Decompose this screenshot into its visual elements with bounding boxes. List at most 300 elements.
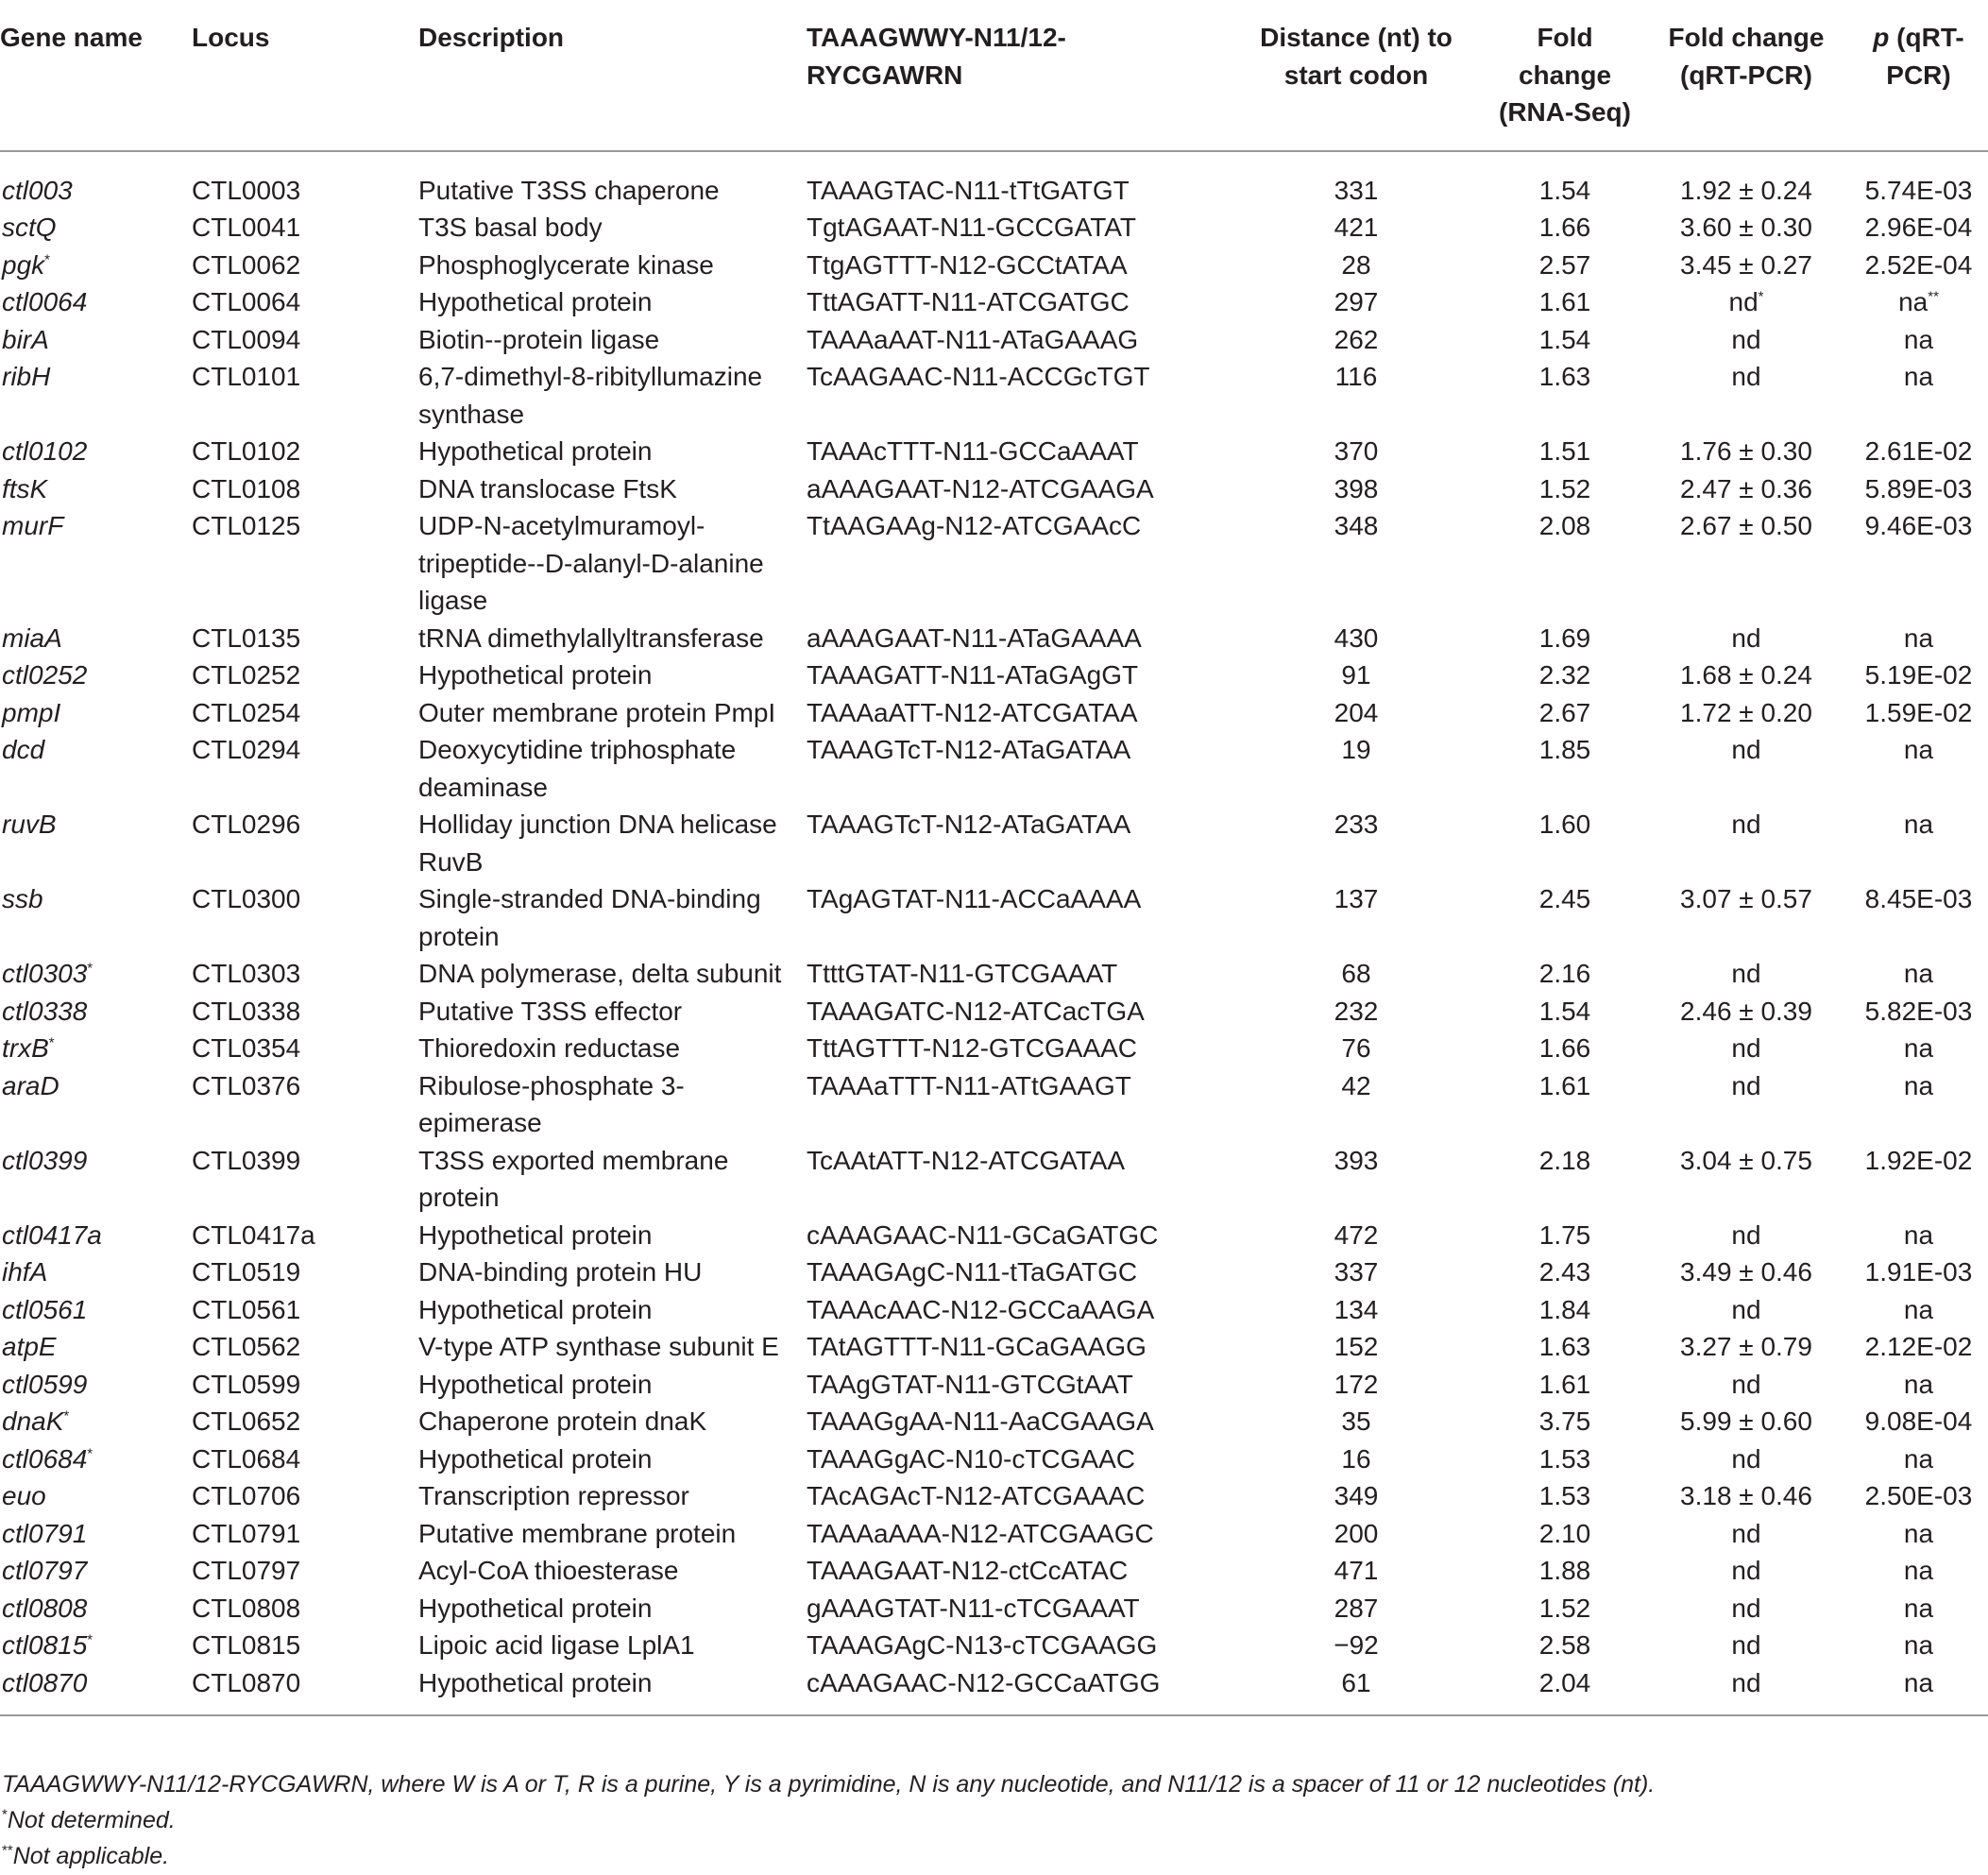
cell-distance — [1226, 1552, 1487, 1590]
p-value-text: na — [1903, 1556, 1934, 1585]
fold-rnaseq-text: 2.45 — [1538, 884, 1591, 913]
cell-gene-name — [0, 620, 192, 657]
cell-fold-qrtpcr — [1643, 283, 1849, 321]
fold-qrtpcr-text: nd — [1731, 1070, 1761, 1100]
cell-distance — [1226, 1217, 1487, 1254]
locus-text: CTL0417a — [192, 1219, 315, 1250]
p-value-text: na — [1903, 1070, 1934, 1100]
header-gene-label: Gene name — [0, 23, 143, 52]
cell-motif — [807, 1590, 1226, 1628]
table-row — [0, 1142, 1988, 1217]
table-row — [0, 620, 1988, 657]
description-text: Deoxycytidine triphosphate deaminase — [418, 735, 737, 802]
fold-qrtpcr-text: nd — [1731, 1369, 1761, 1399]
cell-fold-qrtpcr — [1643, 731, 1849, 806]
fold-rnaseq-text: 1.61 — [1538, 1070, 1591, 1100]
table-row — [0, 470, 1988, 508]
gene-name-text: birA — [2, 324, 49, 354]
cell-distance — [1226, 433, 1487, 470]
motif-text: TttAGTTT-N12-GTCGAAAC — [807, 1033, 1138, 1063]
cell-locus — [192, 358, 418, 433]
cell-p-value — [1849, 731, 1988, 806]
cell-locus — [192, 1217, 418, 1254]
cell-p-value — [1849, 1440, 1988, 1478]
cell-motif — [807, 470, 1226, 508]
p-value-text: 9.08E-04 — [1864, 1406, 1973, 1436]
distance-text: 331 — [1334, 175, 1379, 205]
table-row — [0, 1366, 1988, 1404]
distance-text: 200 — [1334, 1518, 1379, 1548]
locus-text: CTL0791 — [192, 1518, 301, 1548]
p-value-text: na — [1903, 1518, 1934, 1548]
description-text: Biotin--protein ligase — [418, 324, 660, 354]
cell-p-value — [1849, 694, 1988, 732]
cell-fold-rnaseq — [1487, 209, 1643, 247]
cell-fold-qrtpcr — [1643, 358, 1849, 433]
gene-name-text: ctl0338 — [2, 996, 88, 1026]
distance-text: 116 — [1334, 362, 1378, 391]
motif-text: TAAAaATT-N12-ATCGATAA — [807, 697, 1138, 727]
cell-motif — [807, 358, 1226, 433]
cell-gene-name — [0, 1366, 192, 1404]
cell-gene-name — [0, 470, 192, 508]
cell-gene-name — [0, 955, 192, 993]
cell-fold-rnaseq — [1487, 151, 1643, 210]
header-fold-qrtpcr — [1643, 0, 1849, 151]
table-row — [0, 1067, 1988, 1142]
cell-description — [418, 620, 807, 657]
cell-fold-rnaseq — [1487, 694, 1643, 732]
fold-qrtpcr-text: 1.68 ± 0.24 — [1680, 660, 1812, 690]
table-row — [0, 247, 1988, 284]
gene-footnote-mark: * — [87, 1631, 93, 1648]
locus-text: CTL0354 — [192, 1033, 301, 1063]
distance-text: 68 — [1341, 959, 1371, 988]
cell-p-value — [1849, 1590, 1988, 1628]
fold-qrtpcr-text: nd — [1731, 1630, 1761, 1660]
p-value-text: 9.46E-03 — [1864, 511, 1973, 540]
cell-fold-rnaseq — [1487, 507, 1643, 620]
cell-distance — [1226, 1515, 1487, 1553]
table-row — [0, 694, 1988, 732]
table-row — [0, 955, 1988, 993]
table-row — [0, 433, 1988, 470]
description-text: Ribulose-phosphate 3-epimerase — [418, 1070, 685, 1137]
locus-text: CTL0815 — [192, 1630, 301, 1660]
locus-text: CTL0254 — [192, 697, 301, 727]
cell-locus — [192, 620, 418, 657]
cell-motif — [807, 1515, 1226, 1553]
cell-description — [418, 1253, 807, 1291]
distance-text: −92 — [1334, 1630, 1379, 1660]
cell-p-value — [1849, 1515, 1988, 1553]
cell-description — [418, 1403, 807, 1440]
cell-fold-rnaseq — [1487, 806, 1643, 880]
cell-p-value — [1849, 470, 1988, 508]
cell-fold-qrtpcr — [1643, 1291, 1849, 1329]
p-value-text: na — [1903, 810, 1934, 839]
gene-name-text: pgk — [2, 249, 45, 280]
header-description — [418, 0, 807, 151]
fold-rnaseq-text: 1.66 — [1538, 213, 1591, 242]
distance-text: 287 — [1334, 1593, 1379, 1623]
description-text: T3SS exported membrane protein — [418, 1145, 729, 1212]
cell-description — [418, 1664, 807, 1716]
footnote-na-mark: ** — [2, 1842, 13, 1859]
cell-description — [418, 656, 807, 694]
cell-gene-name — [0, 209, 192, 247]
cell-motif — [807, 247, 1226, 284]
fold-rnaseq-text: 1.75 — [1538, 1219, 1591, 1250]
cell-fold-qrtpcr — [1643, 1142, 1849, 1217]
cell-fold-rnaseq — [1487, 1142, 1643, 1217]
table-row — [0, 806, 1988, 880]
fold-rnaseq-text: 2.57 — [1538, 249, 1591, 280]
cell-p-value — [1849, 358, 1988, 433]
cell-distance — [1226, 806, 1487, 880]
footnote-na-text: Not applicable. — [12, 1843, 170, 1869]
description-text: T3S basal body — [418, 213, 603, 242]
cell-description — [418, 1366, 807, 1404]
gene-name-text: pmpI — [2, 697, 61, 727]
fold-rnaseq-text: 2.16 — [1538, 959, 1591, 988]
locus-text: CTL0094 — [192, 324, 301, 354]
cell-gene-name — [0, 283, 192, 321]
cell-fold-qrtpcr — [1643, 209, 1849, 247]
fold-qrtpcr-text: 3.07 ± 0.57 — [1680, 884, 1812, 913]
header-p-symbol: p — [1873, 23, 1890, 52]
cell-motif — [807, 806, 1226, 880]
distance-text: 370 — [1334, 436, 1379, 466]
fold-rnaseq-text: 2.43 — [1538, 1257, 1591, 1287]
table-row — [0, 1590, 1988, 1628]
motif-text: TAAAcTTT-N11-GCCaAAAT — [807, 436, 1139, 466]
cell-p-value — [1849, 1253, 1988, 1291]
fold-rnaseq-text: 1.63 — [1538, 1332, 1591, 1361]
fold-rnaseq-text: 1.52 — [1538, 1593, 1591, 1623]
cell-gene-name — [0, 1552, 192, 1590]
distance-text: 430 — [1334, 622, 1379, 653]
motif-text: TAAAGgAA-N11-AaCGAAGA — [807, 1406, 1154, 1436]
cell-motif — [807, 993, 1226, 1031]
fold-qrtpcr-text: 3.45 ± 0.27 — [1680, 249, 1812, 280]
cell-fold-rnaseq — [1487, 1291, 1643, 1329]
description-text: DNA translocase FtsK — [418, 473, 677, 503]
header-qpcr-line1: Fold change — [1668, 23, 1825, 52]
cell-gene-name — [0, 993, 192, 1031]
table-row — [0, 880, 1988, 955]
table-body — [0, 151, 1988, 1716]
cell-locus — [192, 1590, 418, 1628]
fold-rnaseq-text: 1.61 — [1538, 287, 1591, 316]
locus-text: CTL0296 — [192, 810, 301, 839]
fold-rnaseq-text: 1.84 — [1538, 1294, 1591, 1324]
cell-fold-qrtpcr — [1643, 1590, 1849, 1628]
cell-fold-rnaseq — [1487, 433, 1643, 470]
header-distance — [1226, 0, 1487, 151]
locus-text: CTL0300 — [192, 884, 301, 913]
cell-fold-rnaseq — [1487, 1627, 1643, 1664]
description-text: Outer membrane protein PmpI — [418, 697, 776, 727]
fold-qrtpcr-text: nd — [1731, 324, 1761, 354]
gene-name-text: euo — [2, 1481, 46, 1510]
description-text: Hypothetical protein — [418, 1667, 653, 1697]
description-text: Hypothetical protein — [418, 1294, 653, 1324]
description-text: Hypothetical protein — [418, 1369, 653, 1399]
cell-motif — [807, 1328, 1226, 1366]
description-text: V-type ATP synthase subunit E — [418, 1332, 779, 1361]
cell-locus — [192, 1067, 418, 1142]
distance-text: 61 — [1341, 1667, 1371, 1697]
table-row — [0, 283, 1988, 321]
cell-motif — [807, 656, 1226, 694]
motif-text: TAAAGTcT-N12-ATaGATAA — [807, 810, 1131, 839]
motif-text: TAAAGAgC-N13-cTCGAAGG — [807, 1630, 1158, 1660]
cell-fold-qrtpcr — [1643, 1477, 1849, 1515]
distance-text: 42 — [1341, 1070, 1371, 1100]
fold-qrtpcr-text: nd — [1731, 622, 1761, 653]
cell-p-value — [1849, 1366, 1988, 1404]
description-text: Transcription repressor — [418, 1481, 689, 1510]
cell-p-value — [1849, 321, 1988, 359]
cell-fold-rnaseq — [1487, 321, 1643, 359]
cell-fold-rnaseq — [1487, 1067, 1643, 1142]
fold-rnaseq-text: 1.53 — [1538, 1443, 1591, 1474]
p-value-text: na — [1903, 324, 1934, 354]
p-value-text: 1.59E-02 — [1864, 697, 1973, 727]
fold-rnaseq-text: 1.61 — [1538, 1369, 1591, 1399]
cell-motif — [807, 209, 1226, 247]
fold-qrtpcr-text: nd — [1731, 810, 1761, 839]
cell-p-value — [1849, 993, 1988, 1031]
table-row — [0, 1627, 1988, 1664]
p-value-text: 8.45E-03 — [1864, 884, 1973, 913]
fold-rnaseq-text: 1.60 — [1538, 810, 1591, 839]
locus-text: CTL0064 — [192, 287, 301, 316]
p-value-text: na — [1903, 1294, 1934, 1324]
cell-fold-qrtpcr — [1643, 470, 1849, 508]
cell-gene-name — [0, 247, 192, 284]
cell-motif — [807, 1440, 1226, 1478]
fold-rnaseq-text: 3.75 — [1538, 1406, 1591, 1436]
cell-fold-rnaseq — [1487, 470, 1643, 508]
cell-description — [418, 806, 807, 880]
fold-rnaseq-text: 2.67 — [1538, 697, 1591, 727]
p-value-text: 5.82E-03 — [1864, 996, 1973, 1026]
fold-qrtpcr-text: nd — [1731, 1556, 1761, 1585]
cell-gene-name — [0, 1142, 192, 1217]
cell-motif — [807, 151, 1226, 210]
cell-description — [418, 321, 807, 359]
table-row — [0, 1030, 1988, 1067]
locus-text: CTL0561 — [192, 1294, 301, 1324]
fold-qrtpcr-text: 2.67 ± 0.50 — [1680, 511, 1812, 540]
cell-motif — [807, 1552, 1226, 1590]
header-distance-line2: start codon — [1283, 60, 1429, 90]
cell-fold-qrtpcr — [1643, 321, 1849, 359]
fold-rnaseq-text: 1.63 — [1538, 362, 1591, 391]
cell-locus — [192, 247, 418, 284]
p-value-text: na — [1903, 1443, 1934, 1474]
cell-description — [418, 507, 807, 620]
p-value-text: na — [1903, 1219, 1934, 1250]
gene-name-text: ctl0561 — [2, 1294, 88, 1324]
motif-text: TAAAaTTT-N11-ATtGAAGT — [807, 1070, 1131, 1100]
cell-fold-rnaseq — [1487, 283, 1643, 321]
cell-description — [418, 1590, 807, 1628]
fold-qrtpcr-text: nd — [1731, 1518, 1761, 1548]
cell-fold-qrtpcr — [1643, 806, 1849, 880]
table-row — [0, 1291, 1988, 1329]
cell-locus — [192, 1664, 418, 1716]
cell-description — [418, 1291, 807, 1329]
gene-name-text: trxB — [2, 1033, 49, 1063]
cell-description — [418, 247, 807, 284]
fold-rnaseq-text: 2.10 — [1538, 1518, 1591, 1548]
distance-text: 204 — [1334, 697, 1379, 727]
cell-motif — [807, 507, 1226, 620]
distance-text: 348 — [1334, 511, 1379, 540]
table-row — [0, 507, 1988, 620]
cell-motif — [807, 1403, 1226, 1440]
header-motif-line2: RYCGAWRN — [807, 60, 963, 90]
distance-text: 471 — [1334, 1556, 1379, 1585]
p-value-text: na — [1903, 735, 1934, 764]
footnote-definition: TAAAGWWY-N11/12-RYCGAWRN, where W is A or T, R is a purine, Y is a pyrimidine, N is any nucleotide, and N11/12 is a spacer of 11 or 12 nucleotides (nt). — [2, 1771, 1656, 1798]
locus-text: CTL0797 — [192, 1556, 301, 1585]
distance-text: 262 — [1334, 324, 1379, 354]
locus-text: CTL0303 — [192, 959, 301, 988]
cell-motif — [807, 1067, 1226, 1142]
cell-locus — [192, 806, 418, 880]
cell-description — [418, 955, 807, 993]
cell-description — [418, 1328, 807, 1366]
cell-fold-qrtpcr — [1643, 433, 1849, 470]
gene-footnote-mark: * — [48, 1034, 55, 1051]
distance-text: 172 — [1334, 1369, 1379, 1399]
gene-name-text: dcd — [2, 735, 45, 764]
cell-distance — [1226, 1664, 1487, 1716]
motif-text: TAAAGAAT-N12-ctCcATAC — [807, 1556, 1129, 1585]
table-footnotes — [2, 1766, 1985, 1874]
distance-text: 393 — [1334, 1145, 1379, 1175]
table-header-row — [0, 0, 1988, 151]
cell-p-value — [1849, 1627, 1988, 1664]
fold-rnaseq-text: 1.69 — [1538, 622, 1591, 653]
p-value-text: 2.96E-04 — [1864, 213, 1973, 242]
cell-locus — [192, 955, 418, 993]
cell-fold-qrtpcr — [1643, 955, 1849, 993]
gene-name-text: ctl0791 — [2, 1518, 88, 1548]
gene-name-text: ctl0303 — [2, 959, 88, 988]
cell-p-value — [1849, 806, 1988, 880]
p-value-text: na — [1903, 959, 1934, 988]
distance-text: 35 — [1341, 1406, 1371, 1436]
cell-fold-qrtpcr — [1643, 247, 1849, 284]
gene-name-text: murF — [2, 511, 64, 540]
cell-distance — [1226, 1477, 1487, 1515]
header-distance-line1: Distance (nt) to — [1260, 23, 1453, 52]
cell-distance — [1226, 1253, 1487, 1291]
p-value-text: 5.19E-02 — [1864, 660, 1973, 690]
description-text: UDP-N-acetylmuramoyl-tripeptide--D-alanyl-D-alanine ligase — [418, 511, 764, 615]
fold-qrtpcr-text: nd — [1728, 287, 1759, 316]
distance-text: 337 — [1334, 1257, 1379, 1287]
motif-text: TcAAGAAC-N11-ACCGcTGT — [807, 362, 1150, 391]
cell-locus — [192, 507, 418, 620]
fold-qrtpcr-text: nd — [1731, 1033, 1761, 1063]
motif-text: TAAAcAAC-N12-GCCaAAGA — [807, 1294, 1155, 1324]
cell-description — [418, 1440, 807, 1478]
cell-distance — [1226, 1590, 1487, 1628]
cell-gene-name — [0, 1515, 192, 1553]
cell-fold-qrtpcr — [1643, 1030, 1849, 1067]
fold-qrtpcr-text: 1.92 ± 0.24 — [1680, 175, 1812, 205]
fold-qrtpcr-text: 2.47 ± 0.36 — [1680, 473, 1812, 503]
cell-distance — [1226, 247, 1487, 284]
fold-qrtpcr-text: 3.18 ± 0.46 — [1680, 1481, 1812, 1510]
table-row — [0, 656, 1988, 694]
gene-name-text: ctl0417a — [2, 1219, 102, 1250]
gene-footnote-mark: * — [87, 960, 93, 977]
cell-locus — [192, 1403, 418, 1440]
table-row — [0, 151, 1988, 210]
table-row — [0, 321, 1988, 359]
cell-p-value — [1849, 1552, 1988, 1590]
fold-rnaseq-text: 1.53 — [1538, 1481, 1591, 1510]
cell-motif — [807, 694, 1226, 732]
cell-gene-name — [0, 1590, 192, 1628]
locus-text: CTL0399 — [192, 1145, 301, 1175]
fold-qrtpcr-text: nd — [1731, 735, 1761, 764]
cell-locus — [192, 1627, 418, 1664]
gene-name-text: sctQ — [2, 213, 57, 242]
cell-description — [418, 880, 807, 955]
locus-text: CTL0041 — [192, 213, 301, 242]
locus-text: CTL0376 — [192, 1070, 301, 1100]
cell-fold-rnaseq — [1487, 880, 1643, 955]
cell-distance — [1226, 1067, 1487, 1142]
table-row — [0, 1217, 1988, 1254]
table-row — [0, 1552, 1988, 1590]
cell-motif — [807, 1664, 1226, 1716]
gene-name-text: ctl0399 — [2, 1145, 88, 1175]
table-row — [0, 209, 1988, 247]
cell-fold-qrtpcr — [1643, 656, 1849, 694]
gene-footnote-mark: * — [87, 1445, 93, 1462]
fold-rnaseq-text: 1.54 — [1538, 996, 1591, 1026]
cell-fold-rnaseq — [1487, 955, 1643, 993]
motif-text: aAAAGAAT-N11-ATaGAAAA — [807, 622, 1142, 653]
cell-fold-qrtpcr — [1643, 1627, 1849, 1664]
fold-qrtpcr-text: nd — [1731, 1667, 1761, 1697]
p-value-text: na — [1903, 1369, 1934, 1399]
gene-name-text: atpE — [2, 1332, 57, 1361]
gene-name-text: dnaK — [2, 1406, 64, 1436]
gene-name-text: ctl0064 — [2, 287, 88, 316]
distance-text: 297 — [1334, 287, 1379, 316]
cell-gene-name — [0, 1477, 192, 1515]
gene-footnote-mark: * — [63, 1407, 70, 1424]
description-text: Chaperone protein dnaK — [418, 1406, 707, 1436]
locus-text: CTL0125 — [192, 511, 301, 540]
footnote-nd-mark: * — [2, 1806, 8, 1823]
cell-description — [418, 1515, 807, 1553]
motif-text: TAAAGTcT-N12-ATaGATAA — [807, 735, 1131, 764]
locus-text: CTL0870 — [192, 1667, 301, 1697]
distance-text: 91 — [1341, 660, 1371, 690]
cell-gene-name — [0, 1664, 192, 1716]
